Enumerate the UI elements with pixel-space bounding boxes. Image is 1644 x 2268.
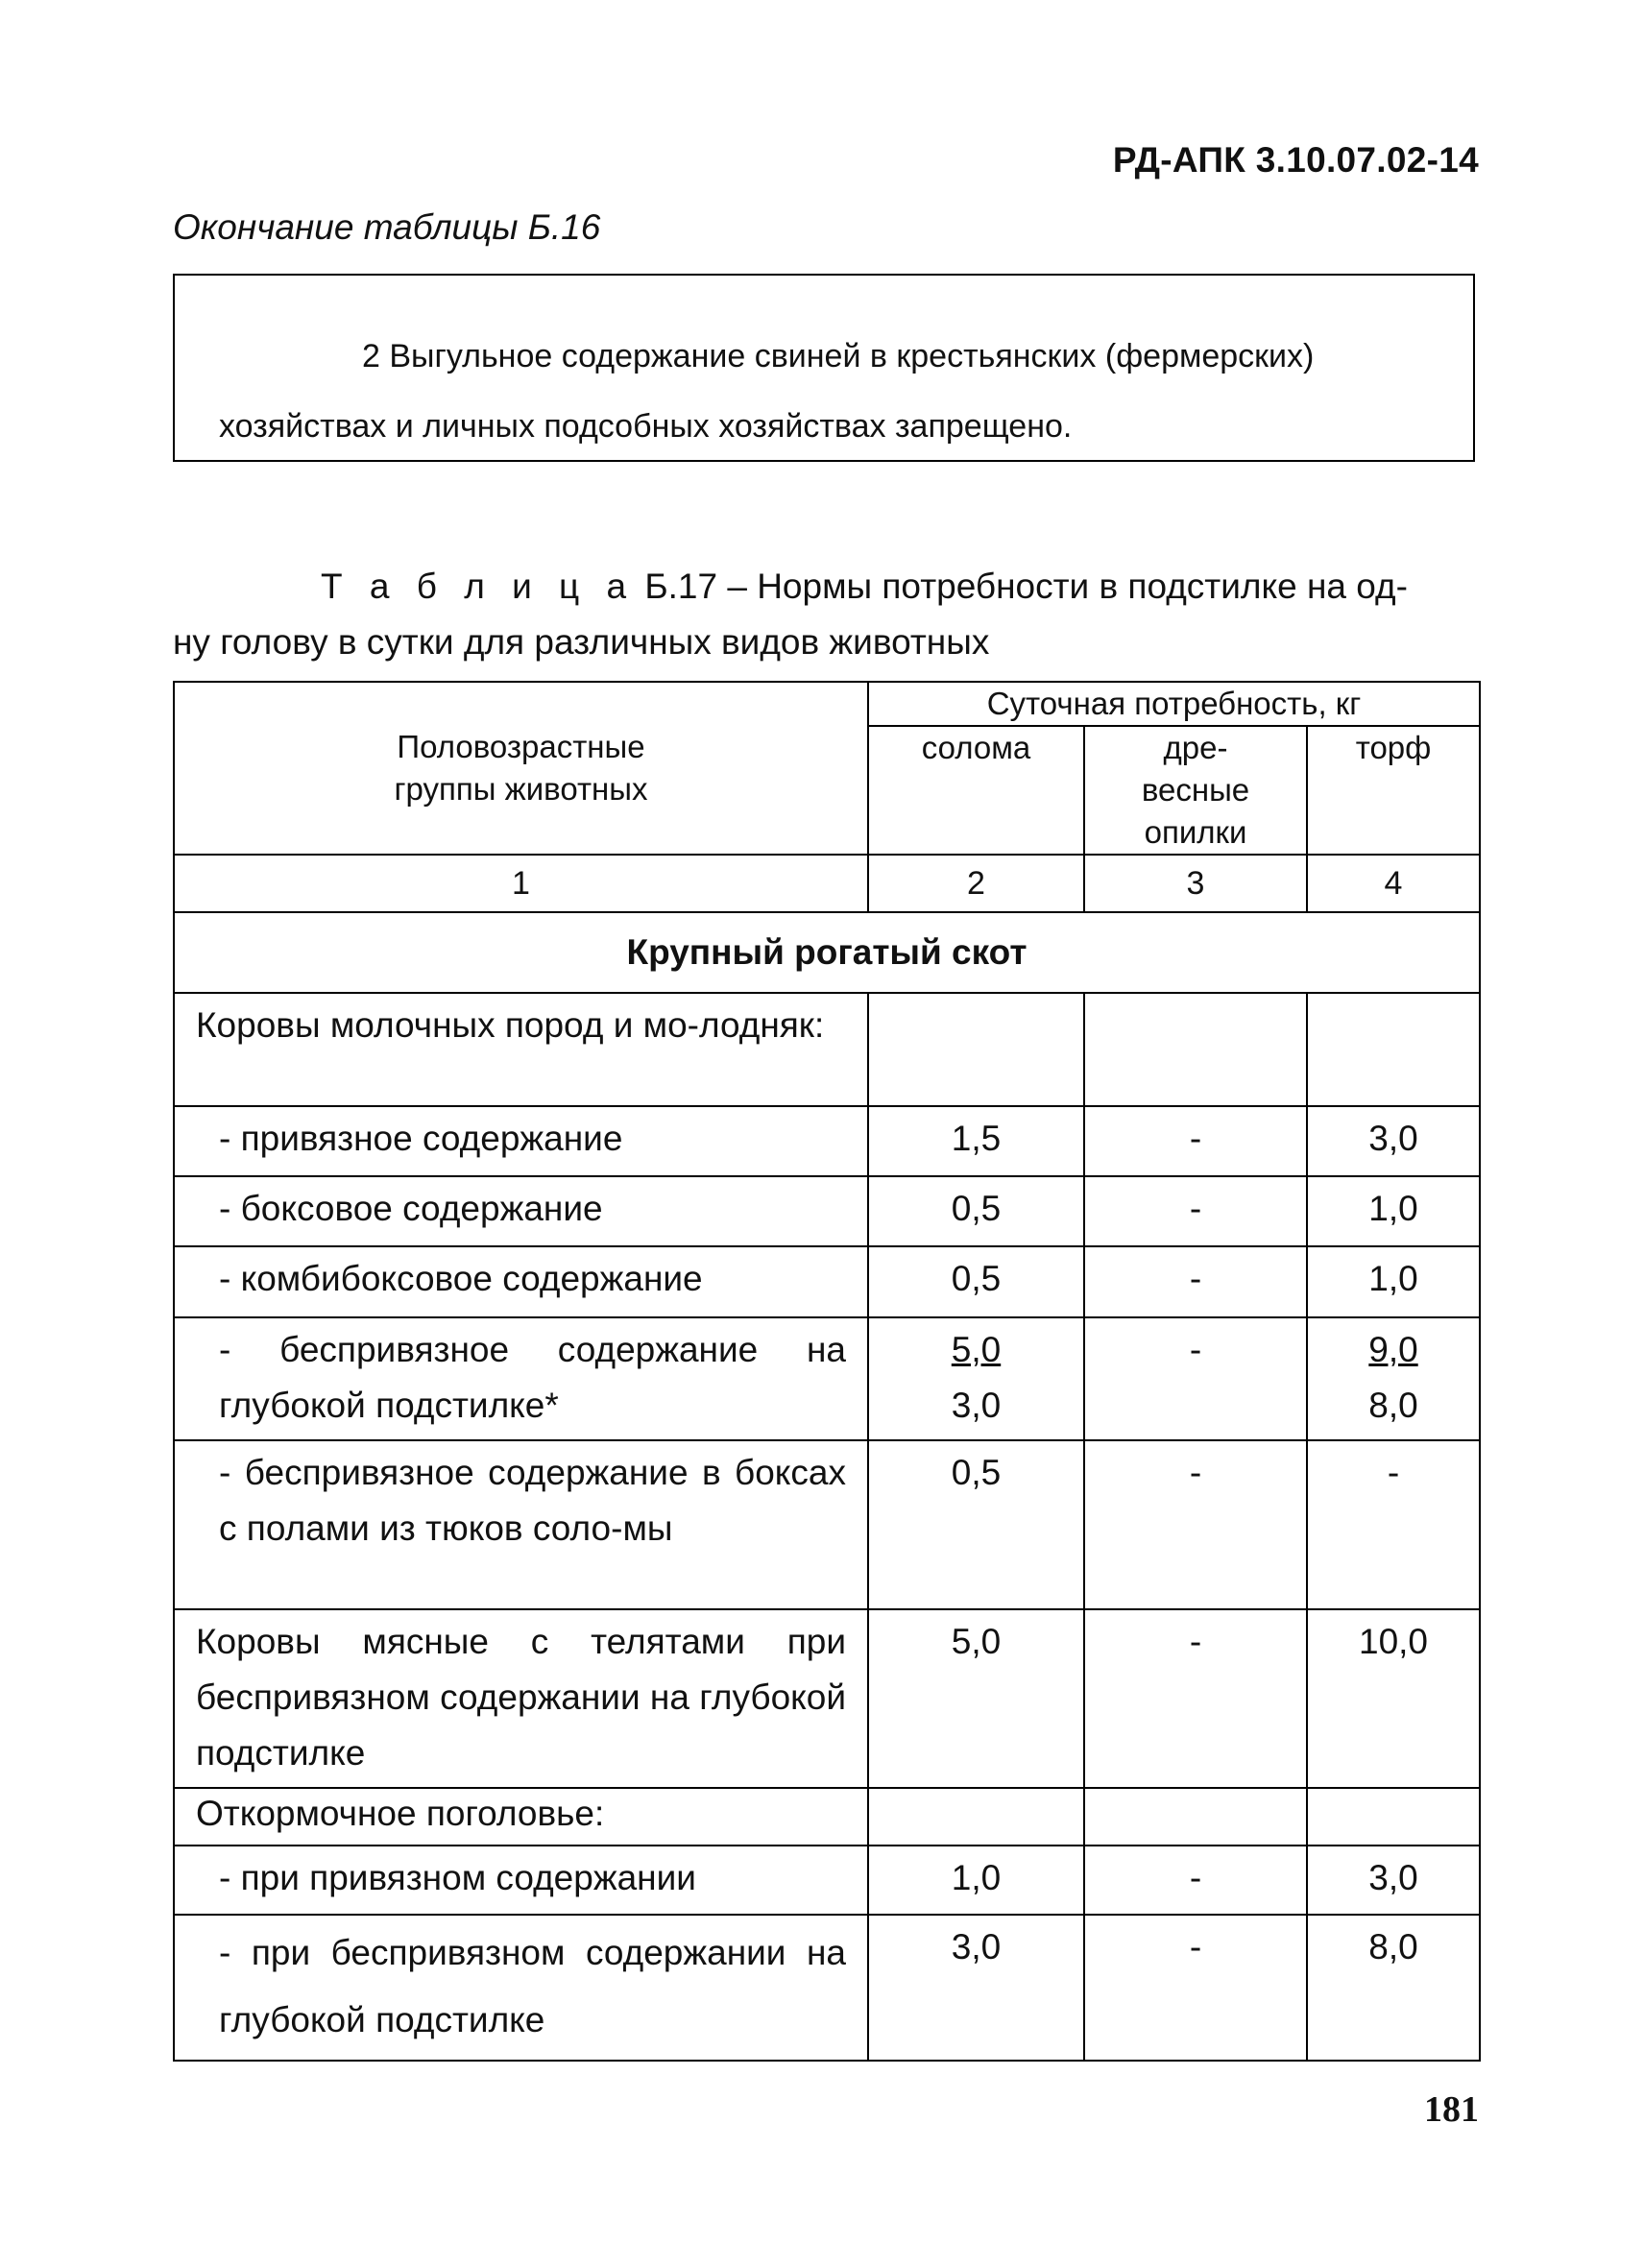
peat-value — [1307, 993, 1480, 1106]
table-row — [174, 1440, 1480, 1609]
straw-values — [868, 1317, 1084, 1440]
sawdust-value — [1084, 1788, 1307, 1846]
note-box — [173, 274, 1475, 462]
peat-value: 1,0 — [1307, 1246, 1480, 1317]
row-label: - комбибоксовое содержание — [174, 1246, 868, 1317]
row-label: - беспривязное содержание на глубокой подстилке* — [174, 1317, 868, 1440]
sawdust-value: - — [1084, 1609, 1307, 1788]
header-animal-groups: Половозрастные группы животных — [174, 682, 868, 855]
continuation-caption: Окончание таблицы Б.16 — [173, 207, 601, 247]
peat-value: 3,0 — [1307, 1106, 1480, 1176]
column-number-4: 4 — [1307, 855, 1480, 912]
straw-value: 3,0 — [868, 1915, 1084, 2061]
table-row — [174, 1106, 1480, 1176]
note-line-1: 2 Выгульное содержание свиней в крестьянских (фермерских) — [362, 338, 1315, 374]
sawdust-value: - — [1084, 1440, 1307, 1609]
row-label: Откормочное поголовье: — [174, 1788, 868, 1846]
sawdust-value — [1084, 993, 1307, 1106]
sawdust-value: - — [1084, 1317, 1307, 1440]
peat-value: 1,0 — [1307, 1176, 1480, 1246]
row-label: - привязное содержание — [174, 1106, 868, 1176]
document-code: РД-АПК 3.10.07.02-14 — [1112, 140, 1479, 180]
table-row — [174, 1915, 1480, 2061]
row-label: - при беспривязном содержании на глубокой подстилке — [174, 1915, 868, 2061]
sawdust-value: - — [1084, 1176, 1307, 1246]
table-title-text-2: ну голову в сутки для различных видов животных — [173, 622, 990, 662]
row-label: Коровы мясные с телятами при беспривязном содержании на глубокой подстилке — [174, 1609, 868, 1788]
row-label: - при привязном содержании — [174, 1846, 868, 1915]
column-number-1: 1 — [174, 855, 868, 912]
note-line-2: хозяйствах и личных подсобных хозяйствах запрещено. — [219, 408, 1073, 445]
peat-value-lower: 8,0 — [1368, 1386, 1418, 1425]
straw-value: 0,5 — [868, 1246, 1084, 1317]
column-number-3: 3 — [1084, 855, 1307, 912]
straw-value: 1,0 — [868, 1846, 1084, 1915]
header-daily-need: Суточная потребность, кг — [868, 682, 1480, 726]
straw-value: 0,5 — [868, 1440, 1084, 1609]
peat-value — [1307, 1788, 1480, 1846]
sawdust-value: - — [1084, 1846, 1307, 1915]
table-row — [174, 1846, 1480, 1915]
table-title-text-1: Б.17 – Нормы потребности в подстилке на од- — [635, 567, 1408, 606]
peat-value: 8,0 — [1307, 1915, 1480, 2061]
sawdust-value: - — [1084, 1246, 1307, 1317]
row-label: - беспривязное содержание в боксах с полами из тюков соло-мы — [174, 1440, 868, 1609]
table-row — [174, 1788, 1480, 1846]
header-peat: торф — [1307, 726, 1480, 855]
column-number-2: 2 — [868, 855, 1084, 912]
straw-value — [868, 993, 1084, 1106]
table-row — [174, 1317, 1480, 1440]
table-row — [174, 1246, 1480, 1317]
sawdust-value: - — [1084, 1915, 1307, 2061]
peat-value: - — [1307, 1440, 1480, 1609]
table-row — [174, 1609, 1480, 1788]
table-row — [174, 1176, 1480, 1246]
straw-value — [868, 1788, 1084, 1846]
straw-value-upper: 5,0 — [951, 1330, 1002, 1369]
row-label: Коровы молочных пород и мо-лодняк: — [174, 993, 868, 1106]
page-number: 181 — [1424, 2089, 1479, 2130]
peat-value: 3,0 — [1307, 1846, 1480, 1915]
sawdust-value: - — [1084, 1106, 1307, 1176]
peat-value-upper: 9,0 — [1368, 1330, 1418, 1369]
bedding-norms-table — [173, 681, 1481, 2062]
straw-value: 5,0 — [868, 1609, 1084, 1788]
table-title-prefix: Т а б л и ц а — [321, 567, 636, 606]
straw-value: 1,5 — [868, 1106, 1084, 1176]
straw-value-lower: 3,0 — [951, 1386, 1002, 1425]
straw-value: 0,5 — [868, 1176, 1084, 1246]
header-sawdust: дре-весные опилки — [1084, 726, 1307, 855]
header-straw: солома — [868, 726, 1084, 855]
table-row — [174, 993, 1480, 1106]
row-label: - боксовое содержание — [174, 1176, 868, 1246]
peat-value: 10,0 — [1307, 1609, 1480, 1788]
peat-values — [1307, 1317, 1480, 1440]
section-cattle: Крупный рогатый скот — [174, 912, 1480, 993]
